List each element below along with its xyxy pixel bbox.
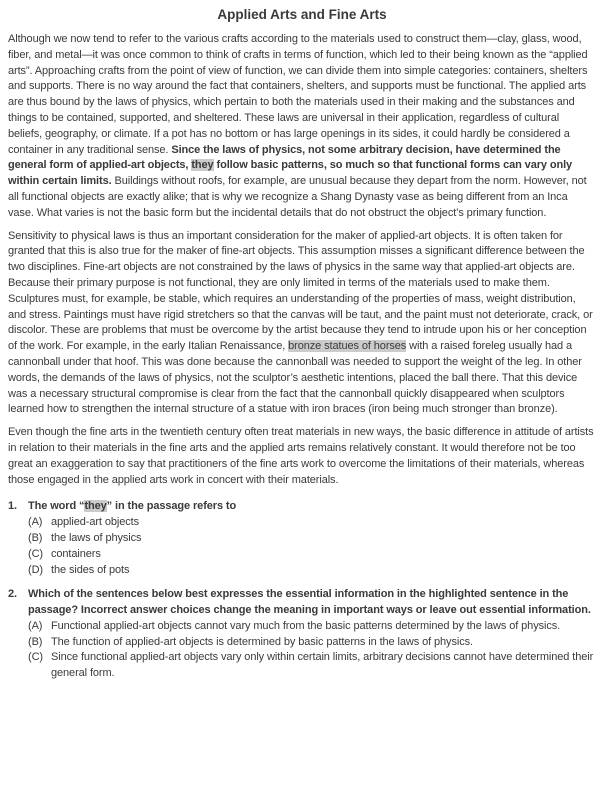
passage-text: Although we now tend to refer to the various crafts according to the materials used to construct them—clay, glass, wood, fiber, and metal—it was once common to think of crafts in terms of function, which led to their being known as the “applied arts”. Approaching crafts from the point of view of function, we can divide them into simple categories: containers, shelters and supports. There is no way around the fact that containers, shelters, and supports must be functional. The applied arts are thus bound by the laws of physics, which pertain to both the materials used in their making and the substances and things to be contained, supported, and sheltered. These laws are universal in their application, regardless of cultural beliefs, geography, or climate. If a pot has no bottom or has large openings in its sides, it could hardly be considered a container in any traditional sense. bbox=[8, 33, 588, 156]
question-1-option-b bbox=[28, 531, 596, 547]
highlighted-word-they: they bbox=[84, 500, 107, 513]
option-label: (A) bbox=[28, 516, 43, 529]
questions-section bbox=[8, 499, 596, 682]
option-text: the laws of physics bbox=[51, 531, 142, 544]
question-1-number: 1. bbox=[8, 500, 17, 513]
option-text: Since functional applied-art objects vary only within certain limits, arbitrary decisions cannot have determined their general form. bbox=[51, 651, 594, 680]
bold-key-sentence-segment: Since the laws of physics, not some arbitrary decision, have determined the general form of applied-art objects, bbox=[8, 143, 561, 172]
passage-text: Buildings without roofs, for example, are unusual because they depart from the norm. However, not all functional objects are exactly alike; that is why we recognize a Shang Dynasty vase as being different from an Inca vase. What varies is not the basic form but the incidental details that do not obstruct the object’s primary function. bbox=[8, 175, 587, 219]
option-text: applied-art objects bbox=[51, 516, 139, 529]
question-stem-text: The word “ bbox=[28, 500, 85, 513]
question-stem-text: ” in the passage refers to bbox=[106, 500, 237, 513]
question-2-stem bbox=[28, 587, 596, 619]
question-1-option-d bbox=[28, 563, 596, 579]
option-text: the sides of pots bbox=[51, 563, 130, 576]
question-2-option-a bbox=[28, 619, 596, 635]
passage-text: with a raised foreleg usually had a cannonball under that hoof. This was done because the cannonball was needed to support the weight of the leg. In other words, the demands of the laws of physics, not the sculptor’s aesthetic intentions, placed the ball there. That this device was a necessary structural compromise is clear from the fact that the cannonball quickly disappeared when sculptors learned how to strengthen the internal structure of a statue with iron braces (iron being much stronger than bronze). bbox=[8, 340, 582, 416]
question-1-body bbox=[28, 499, 596, 578]
question-1-stem bbox=[28, 499, 596, 515]
question-2-option-c bbox=[28, 650, 596, 682]
question-2 bbox=[8, 587, 596, 682]
option-text: Functional applied-art objects cannot vary much from the basic patterns determined by the laws of physics. bbox=[51, 619, 561, 632]
option-label: (C) bbox=[28, 547, 43, 560]
question-1-option-c bbox=[28, 547, 596, 563]
passage-text: Even though the fine arts in the twentieth century often treat materials in new ways, the basic difference in attitude of artists in relation to their materials in the fine arts and the applied arts remains relatively constant. It would therefore not be too great an exaggeration to say that practitioners of the fine arts work to overcome the limitations of their materials, whereas those engaged in the applied arts work in concert with their materials. bbox=[8, 426, 594, 486]
question-stem-text: Which of the sentences below best expresses the essential information in the highlighted sentence in the passage? Incorrect answer choices change the meaning in important ways or leave out essential information. bbox=[28, 588, 591, 617]
page-title: Applied Arts and Fine Arts bbox=[217, 7, 387, 22]
question-1-option-a bbox=[28, 515, 596, 531]
option-text: containers bbox=[51, 547, 101, 560]
passage-paragraph-3 bbox=[8, 425, 596, 488]
question-2-number: 2. bbox=[8, 588, 17, 601]
option-label: (A) bbox=[28, 619, 43, 632]
highlighted-phrase-bronze-statues: bronze statues of horses bbox=[288, 340, 407, 353]
question-2-body bbox=[28, 587, 596, 682]
option-label: (B) bbox=[28, 635, 43, 648]
option-label: (B) bbox=[28, 531, 43, 544]
option-label: (D) bbox=[28, 563, 43, 576]
passage-text: Sensitivity to physical laws is thus an important consideration for the maker of applied-art objects. It is often taken for granted that this is also true for the maker of fine-art objects. This assumption misses a significant difference between the two disciplines. Fine-art objects are not constrained by the laws of physics in the same way that applied-art objects are. Because their primary purpose is not functional, they are only limited in terms of the materials used to make them. Sculptures must, for example, be stable, which requires an understanding of the properties of mass, weight distribution, and stress. Paintings must have rigid stretchers so that the canvas will be taut, and the paint must not deteriorate, crack, or discolor. These are problems that must be overcome by the artist because they tend to intrude upon his or her conception of the work. For example, in the early Italian Renaissance, bbox=[8, 229, 593, 353]
passage-paragraph-2 bbox=[8, 229, 596, 419]
passage-paragraph-1 bbox=[8, 32, 596, 222]
option-label: (C) bbox=[28, 651, 43, 664]
question-1 bbox=[8, 499, 596, 578]
option-text: The function of applied-art objects is determined by basic patterns in the laws of physics. bbox=[51, 635, 473, 648]
highlighted-word-they: they bbox=[191, 159, 214, 172]
question-2-option-b bbox=[28, 635, 596, 651]
bold-key-sentence-segment: follow basic patterns, so much so that functional forms can vary only within certain limits. bbox=[8, 159, 573, 188]
